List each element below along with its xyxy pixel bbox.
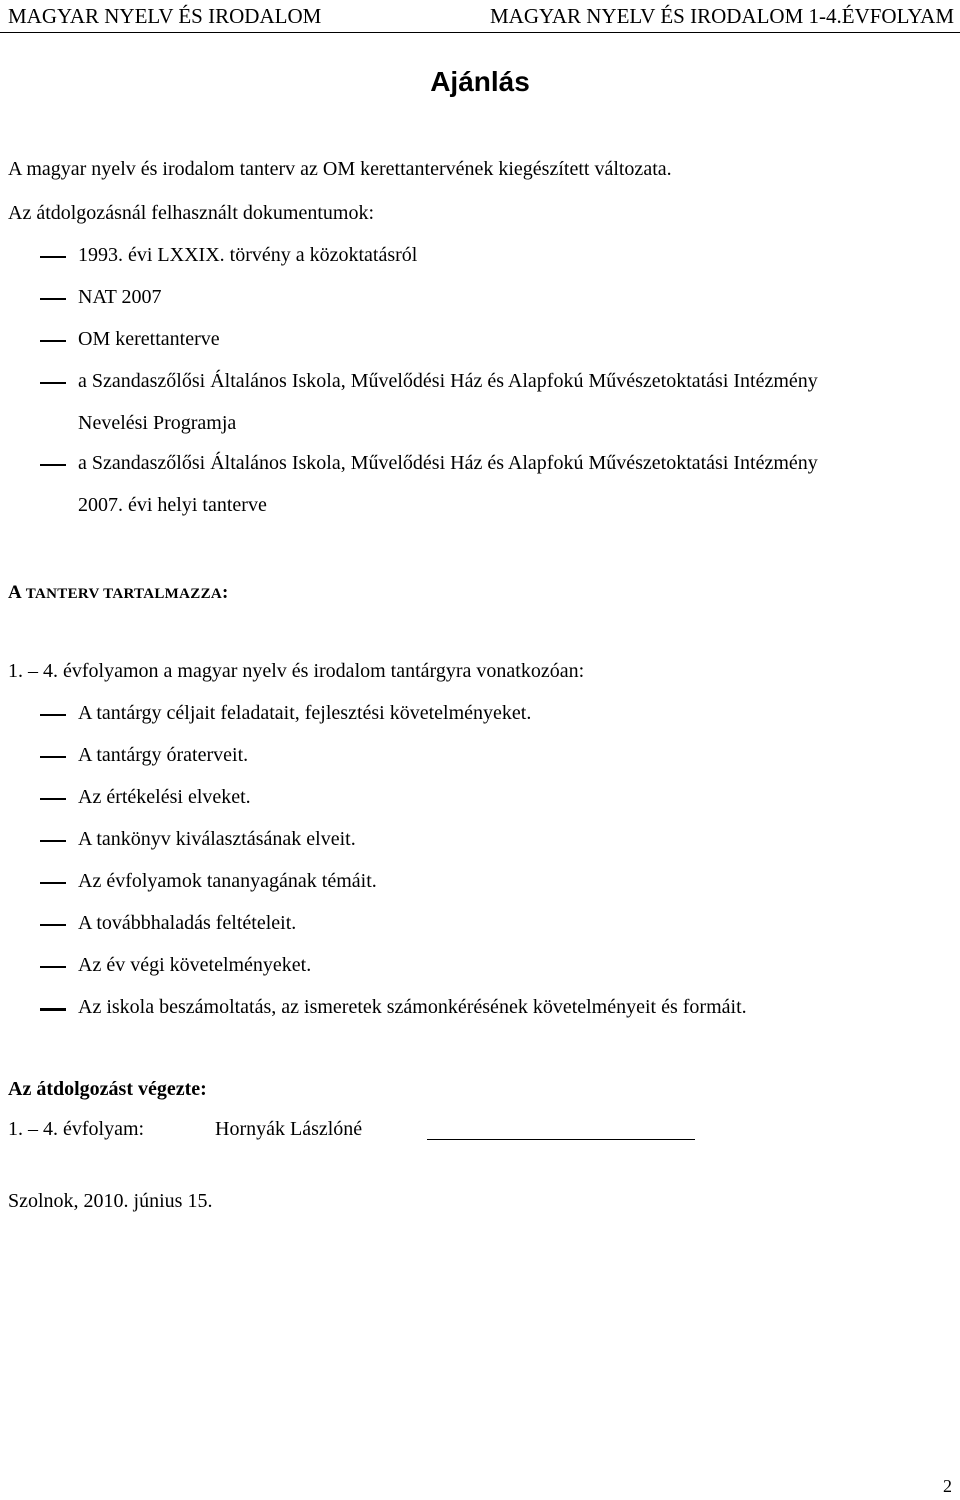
list-item-text: A tankönyv kiválasztásának elveit. [78, 828, 356, 850]
dash-bullet [40, 882, 66, 884]
dash-bullet [40, 798, 66, 800]
page-number: 2 [943, 1476, 952, 1496]
content-intro: 1. – 4. évfolyamon a magyar nyelv és irodalom tantárgyra vonatkozóan: [8, 660, 585, 682]
list-item-text: Az év végi követelményeket. [78, 954, 312, 976]
dash-bullet [40, 382, 66, 384]
list-item-text-continued: 2007. évi helyi tanterve [78, 494, 267, 516]
dash-bullet [40, 298, 66, 300]
page-title: Ajánlás [430, 66, 530, 97]
dash-bullet [40, 1008, 66, 1011]
list-item-text: Az értékelési elveket. [78, 786, 251, 808]
revision-grade: 1. – 4. évfolyam: [8, 1118, 145, 1140]
list-item-text: 1993. évi LXXIX. törvény a közoktatásról [78, 244, 418, 266]
list-item-text: a Szandaszőlősi Általános Iskola, Művelődési Ház és Alapfokú Művészetoktatási Intézmény [78, 452, 818, 474]
place-date: Szolnok, 2010. június 15. [8, 1190, 213, 1212]
header-right: MAGYAR NYELV ÉS IRODALOM 1-4.ÉVFOLYAM [489, 4, 954, 28]
dash-bullet [40, 840, 66, 842]
intro-line-2: Az átdolgozásnál felhasznált dokumentumok: [8, 202, 375, 224]
list-item-text: A tantárgy céljait feladatait, fejlesztési követelményeket. [78, 702, 532, 724]
dash-bullet [40, 714, 66, 716]
dash-bullet [40, 464, 66, 466]
list-item-text: Az iskola beszámoltatás, az ismeretek számonkérésének követelményeit és formáit. [78, 996, 747, 1018]
list-item-text: a Szandaszőlősi Általános Iskola, Művelődési Ház és Alapfokú Művészetoktatási Intézmény [78, 370, 818, 392]
signature-line [427, 1139, 695, 1140]
list-item-text: OM kerettanterve [78, 328, 220, 350]
intro-line-1: A magyar nyelv és irodalom tanterv az OM kerettantervének kiegészített változata. [8, 158, 672, 180]
list-item-text: NAT 2007 [78, 286, 162, 308]
list-item-text: A tantárgy óraterveit. [78, 744, 249, 766]
section-heading: A TANTERV TARTALMAZZA: [8, 582, 229, 603]
list-item-text: Az évfolyamok tananyagának témáit. [78, 870, 377, 892]
revision-name: Hornyák Lászlóné [215, 1118, 363, 1140]
dash-bullet [40, 924, 66, 926]
dash-bullet [40, 340, 66, 342]
dash-bullet [40, 756, 66, 758]
header-left: MAGYAR NYELV ÉS IRODALOM [8, 4, 322, 28]
page-header [0, 0, 960, 33]
dash-bullet [40, 966, 66, 968]
revision-heading: Az átdolgozást végezte: [8, 1078, 207, 1100]
list-item-text: A továbbhaladás feltételeit. [78, 912, 297, 934]
list-item-text-continued: Nevelési Programja [78, 412, 237, 434]
dash-bullet [40, 256, 66, 258]
